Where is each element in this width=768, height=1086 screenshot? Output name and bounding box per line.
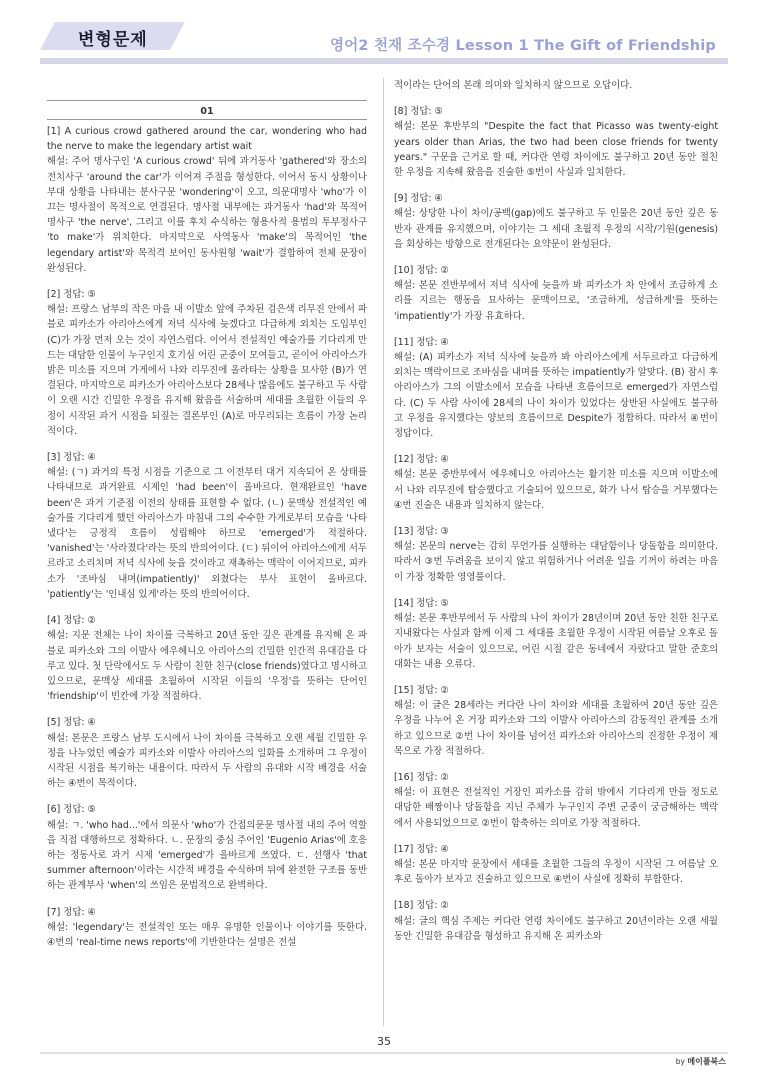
answer-explanation: 해설: 본문 전반부에서 저녁 식사에 늦을까 봐 피카소가 차 안에서 조급하게 소리를 지르는 행동을 묘사하는 문맥이므로, '조급하게, 성급하게'를 뜻하는 'impatiently'가 가장 유효하다. <box>394 280 718 322</box>
brand-prefix: by <box>675 1057 685 1066</box>
section-header <box>47 100 367 120</box>
answer-block <box>394 524 718 585</box>
answer-heading: [3] 정답: ④ <box>47 452 96 464</box>
page-number: 35 <box>377 1035 391 1048</box>
section-label: 01 <box>200 106 214 117</box>
answer-heading: [13] 정답: ③ <box>394 526 449 538</box>
answer-block <box>394 191 718 252</box>
publisher-brand <box>676 1056 726 1067</box>
answer-heading: 적이라는 단어의 본래 의미와 일치하지 않으므로 오답이다. <box>394 80 633 91</box>
answer-explanation: 해설: 본문은 프랑스 남부 도시에서 나이 차이를 극복하고 오랜 세월 긴밀한 우정을 나누었던 예술가 피카소와 이발사 아리아스의 일화를 소개하며 그 우정이 시작된 시점을 복기하는 내용이다. 따라서 두 사람의 유대와 시작 배경을 서술하는 ④번이 목적이다. <box>47 732 367 790</box>
brand-name: 메이플북스 <box>687 1057 726 1066</box>
answer-explanation: 해설: 본문 마지막 문장에서 세대를 초월한 그들의 우정이 시작된 그 여름날 오후로 돌아가 보자고 진술하고 있으므로 ④번이 사실에 정확히 부합한다. <box>394 858 718 886</box>
answer-block <box>394 770 718 831</box>
answer-explanation: 해설: ㄱ. 'who had...'에서 의문사 'who'가 간접의문문 명사절 내의 주어 역할을 직접 대행하므로 정확하다. ㄴ. 문장의 중심 주어인 'Eugenio Arias'에 호응하는 정동사로 과거 시제 'emerged'가 올바르게 쓰였다. ㄷ. 선행사 'that summer afternoon'이라는 시간적 배경을 수식하며 뒤에 완전한 구조를 동반하는 관계부사 'when'의 쓰임은 문법적으로 완벽하다. <box>47 819 367 892</box>
answer-explanation: 해설: 이 표현은 전설적인 거장인 피카소를 감히 밖에서 기다리게 만들 정도로 대담한 배짱이나 당돌함을 지닌 주체가 누구인지 주변 군중이 궁금해하는 맥락에서 사용되었으므로 ②번이 함축하는 의미로 가장 적절하다. <box>394 787 718 829</box>
answer-explanation: 해설: 주어 명사구인 'A curious crowd' 뒤에 과거동사 'gathered'와 장소의 전치사구 'around the car'가 이어져 주절을 형성한다. 이어서 동시 상황이나 부대 상황을 나타내는 분사구문 'wondering'이 오고, 의문대명사 'who'가 이끄는 명사절이 목적으로 연결된다. 명사절 내부에는 과거동사 'had'와 목적어 명사구 'the nerve', 그리고 이를 후치 수식하는 형용사적 용법의 투부정사구 'to make'가 위치한다. 마지막으로 사역동사 'make'의 목적어인 'the legendary artist'와 목적격 보어인 동사원형 'wait'가 결합하여 전체 문장이 완성된다. <box>47 156 367 274</box>
answer-block <box>47 450 367 602</box>
answer-explanation: 해설: (A) 피카소가 저녁 식사에 늦을까 봐 아리아스에게 서두르라고 다급하게 외치는 맥락이므로 조바심을 내며를 뜻하는 impatiently가 알맞다. (B) 잠시 후 아리아스가 그의 이발소에서 모습을 나타낸 흐름이므로 emerged가 자연스럽다. (C) 두 사람 사이에 28세의 나이 차이가 있었다는 상반된 사실에도 불구하고 우정을 유지했다는 양보의 흐름이므로 Despite가 정합하다. 따라서 ④번이 정답이다. <box>394 352 718 440</box>
answer-heading: [18] 정답: ② <box>394 900 449 912</box>
answer-explanation: 해설: 본문 후반부에서 두 사람의 나이 차이가 28년이며 20년 동안 친한 친구로 지내왔다는 사실과 함께 이제 그 세대를 초월한 우정이 시작된 여름날 오후로 돌아가 보자는 서술이 있으므로, 어린 시절 같은 동네에서 자랐다고 말한 준호의 대화는 내용 오류다. <box>394 613 718 670</box>
answer-block <box>47 287 367 439</box>
answer-block <box>47 613 367 704</box>
answer-heading: [11] 정답: ④ <box>394 336 449 348</box>
answer-heading: [1] A curious crowd gathered around the car, wondering who had the nerve to make the legendary artist wait <box>47 126 367 153</box>
answer-block <box>394 452 718 513</box>
answer-block <box>47 124 367 276</box>
answer-explanation: 해설: (ㄱ) 과거의 특정 시점을 기준으로 그 이전부터 대거 지속되어 온 상태를 나타내므로 과거완료 시제인 'had been'이 올바르다. 현재완료인 'have been'은 과거 기준점 이전의 상태를 표현할 수 없다. (ㄴ) 문맥상 전설적인 예술가를 기다리게 했던 아리아스가 마침내 그의 수수한 가게로부터 모습을 '나타냈다'는 긍정적 흐름이 성립해야 하므로 'emerged'가 적절하다. 'vanished'는 '사라졌다'라는 뜻의 반의어이다. (ㄷ) 뒤이어 아리아스에게 서두르라고 소리치며 저녁 식사에 늦을 것이라고 재촉하는 맥락이 이어지므로, 피카소가 '조바심 내며(impatiently)' 외쳤다는 부사 표현이 올바르다. 'patiently'는 '인내심 있게'라는 뜻의 반의어이다. <box>47 467 367 600</box>
header-tab <box>40 22 180 50</box>
answer-block <box>394 263 718 324</box>
header-rule <box>40 58 728 64</box>
answer-heading: [5] 정답: ④ <box>47 717 96 729</box>
right-column <box>394 78 718 955</box>
answer-explanation: 해설: 본문 중반부에서 에우헤니오 아리아스는 활기찬 미소를 지으며 이발소에서 나와 리무진에 탑승했다고 기술되어 있으므로, 화가 나서 탑승을 거부했다는 ④번 진술은 내용과 일치하지 않는다. <box>394 469 718 511</box>
answer-block <box>47 905 367 951</box>
answer-heading: [14] 정답: ⑤ <box>394 597 449 609</box>
page-header-title: 영어2 천재 조수경 Lesson 1 The Gift of Friendship <box>330 38 716 54</box>
answer-heading: [16] 정답: ② <box>394 771 449 783</box>
answer-block <box>47 715 367 791</box>
answer-block <box>394 596 718 672</box>
header-tab-label: 변형문제 <box>78 30 148 50</box>
answer-explanation: 해설: 이 글은 28세라는 커다란 나이 차이와 세대를 초월하여 20년 동안 깊은 우정을 나누어 온 거장 피카소와 그의 이발사 아리아스의 감동적인 관계를 소개하고 있으므로 ②번 나이 차이를 넘어선 피카소와 아리아스의 진정한 우정이 제목으로 가장 적절하다. <box>394 700 718 757</box>
answer-block <box>394 842 718 888</box>
answer-explanation: 해설: 상당한 나이 차이/공백(gap)에도 불구하고 두 인물은 20년 동안 깊은 동반자 관계를 유지했으며, 이야기는 그 세대 초월적 우정의 시작/기원(genesis)을 회상하는 방향으로 전개된다는 요약문이 완성된다. <box>394 208 718 250</box>
answer-block <box>394 104 718 180</box>
answer-heading: [15] 정답: ② <box>394 684 449 696</box>
answer-heading: [10] 정답: ② <box>394 265 449 277</box>
column-divider <box>383 78 384 1026</box>
left-column <box>47 78 367 961</box>
answer-explanation: 해설: 프랑스 남부의 작은 마을 내 이발소 앞에 주차된 검은색 리무진 안에서 파블로 피카소가 아리아스에게 저녁 식사에 늦겠다고 다급하게 외치는 도입부인 (C)가 가장 먼저 오는 것이 자연스럽다. 이어서 전설적인 예술가를 기다리게 만드는 대담한 인물이 누구인지 호기심 어린 군중이 모여들고, 곧이어 아리아스가 밝은 미소를 지으며 가게에서 나와 리무진에 올라타는 상황을 묘사한 (B)가 연결된다. 마지막으로 피카소가 아리아스보다 28세나 많음에도 불구하고 두 사람이 오랜 시간 긴밀한 우정을 유지해 왔음을 서술하며 세대를 초월한 이들의 우정이 시작된 과거 시점을 되짚는 결론부인 (A)로 마무리되는 흐름이 가장 논리적이다. <box>47 304 367 437</box>
answer-explanation: 해설: 글의 핵심 주제는 커다란 연령 차이에도 불구하고 20년이라는 오랜 세월 동안 긴밀한 유대감을 형성하고 유지해 온 피카소와 <box>394 915 718 942</box>
answer-explanation: 해설: 본문의 nerve는 감히 무언가를 실행하는 대담함이나 당돌함을 의미한다. 따라서 ③번 두려움을 보이지 않고 위험하거나 어려운 일을 기꺼이 하려는 마음이 가장 정확한 영영풀이다. <box>394 541 718 583</box>
footer-rule <box>40 1052 728 1054</box>
answer-heading: [8] 정답: ⑤ <box>394 106 443 118</box>
answer-heading: [12] 정답: ④ <box>394 454 449 466</box>
answer-heading: [6] 정답: ⑤ <box>47 804 96 816</box>
answer-heading: [17] 정답: ④ <box>394 843 449 855</box>
answer-heading: [9] 정답: ④ <box>394 193 443 205</box>
answer-block <box>394 898 718 944</box>
answer-heading: [2] 정답: ⑤ <box>47 289 96 301</box>
answer-explanation: 해설: 본문 후반부의 "Despite the fact that Picasso was twenty-eight years older than Arias, the two had been close friends for twenty years." 구문을 근거로 할 때, 커다란 연령 차이에도 불구하고 20년 동안 절친한 우정을 지속해 왔음을 진술한 ⑤번이 사실과 일치한다. <box>394 121 718 179</box>
answer-block <box>394 78 718 93</box>
answer-block <box>394 683 718 759</box>
answer-heading: [4] 정답: ② <box>47 615 96 627</box>
answer-block <box>394 335 718 441</box>
answer-heading: [7] 정답: ④ <box>47 906 96 918</box>
answer-explanation: 해설: 'legendary'는 전설적인 또는 매우 유명한 인물이나 이야기를 뜻한다. ④번의 'real-time news reports'에 기반한다는 설명은 전설 <box>47 921 367 948</box>
answer-explanation: 해설: 지문 전체는 나이 차이를 극복하고 20년 동안 깊은 관계를 유지해 온 파블로 피카소와 그의 이발사 에우헤니오 아리아스의 긴밀한 인간적 유대감을 다루고 있다. 첫 단락에서도 두 사람이 친한 친구(close friends)였다고 명시하고 있으므로, 문맥상 세대를 초월하여 시작된 이들의 '우정'을 뜻하는 단어인 'friendship'이 빈칸에 가장 적절하다. <box>47 630 367 703</box>
answer-block <box>47 802 367 893</box>
